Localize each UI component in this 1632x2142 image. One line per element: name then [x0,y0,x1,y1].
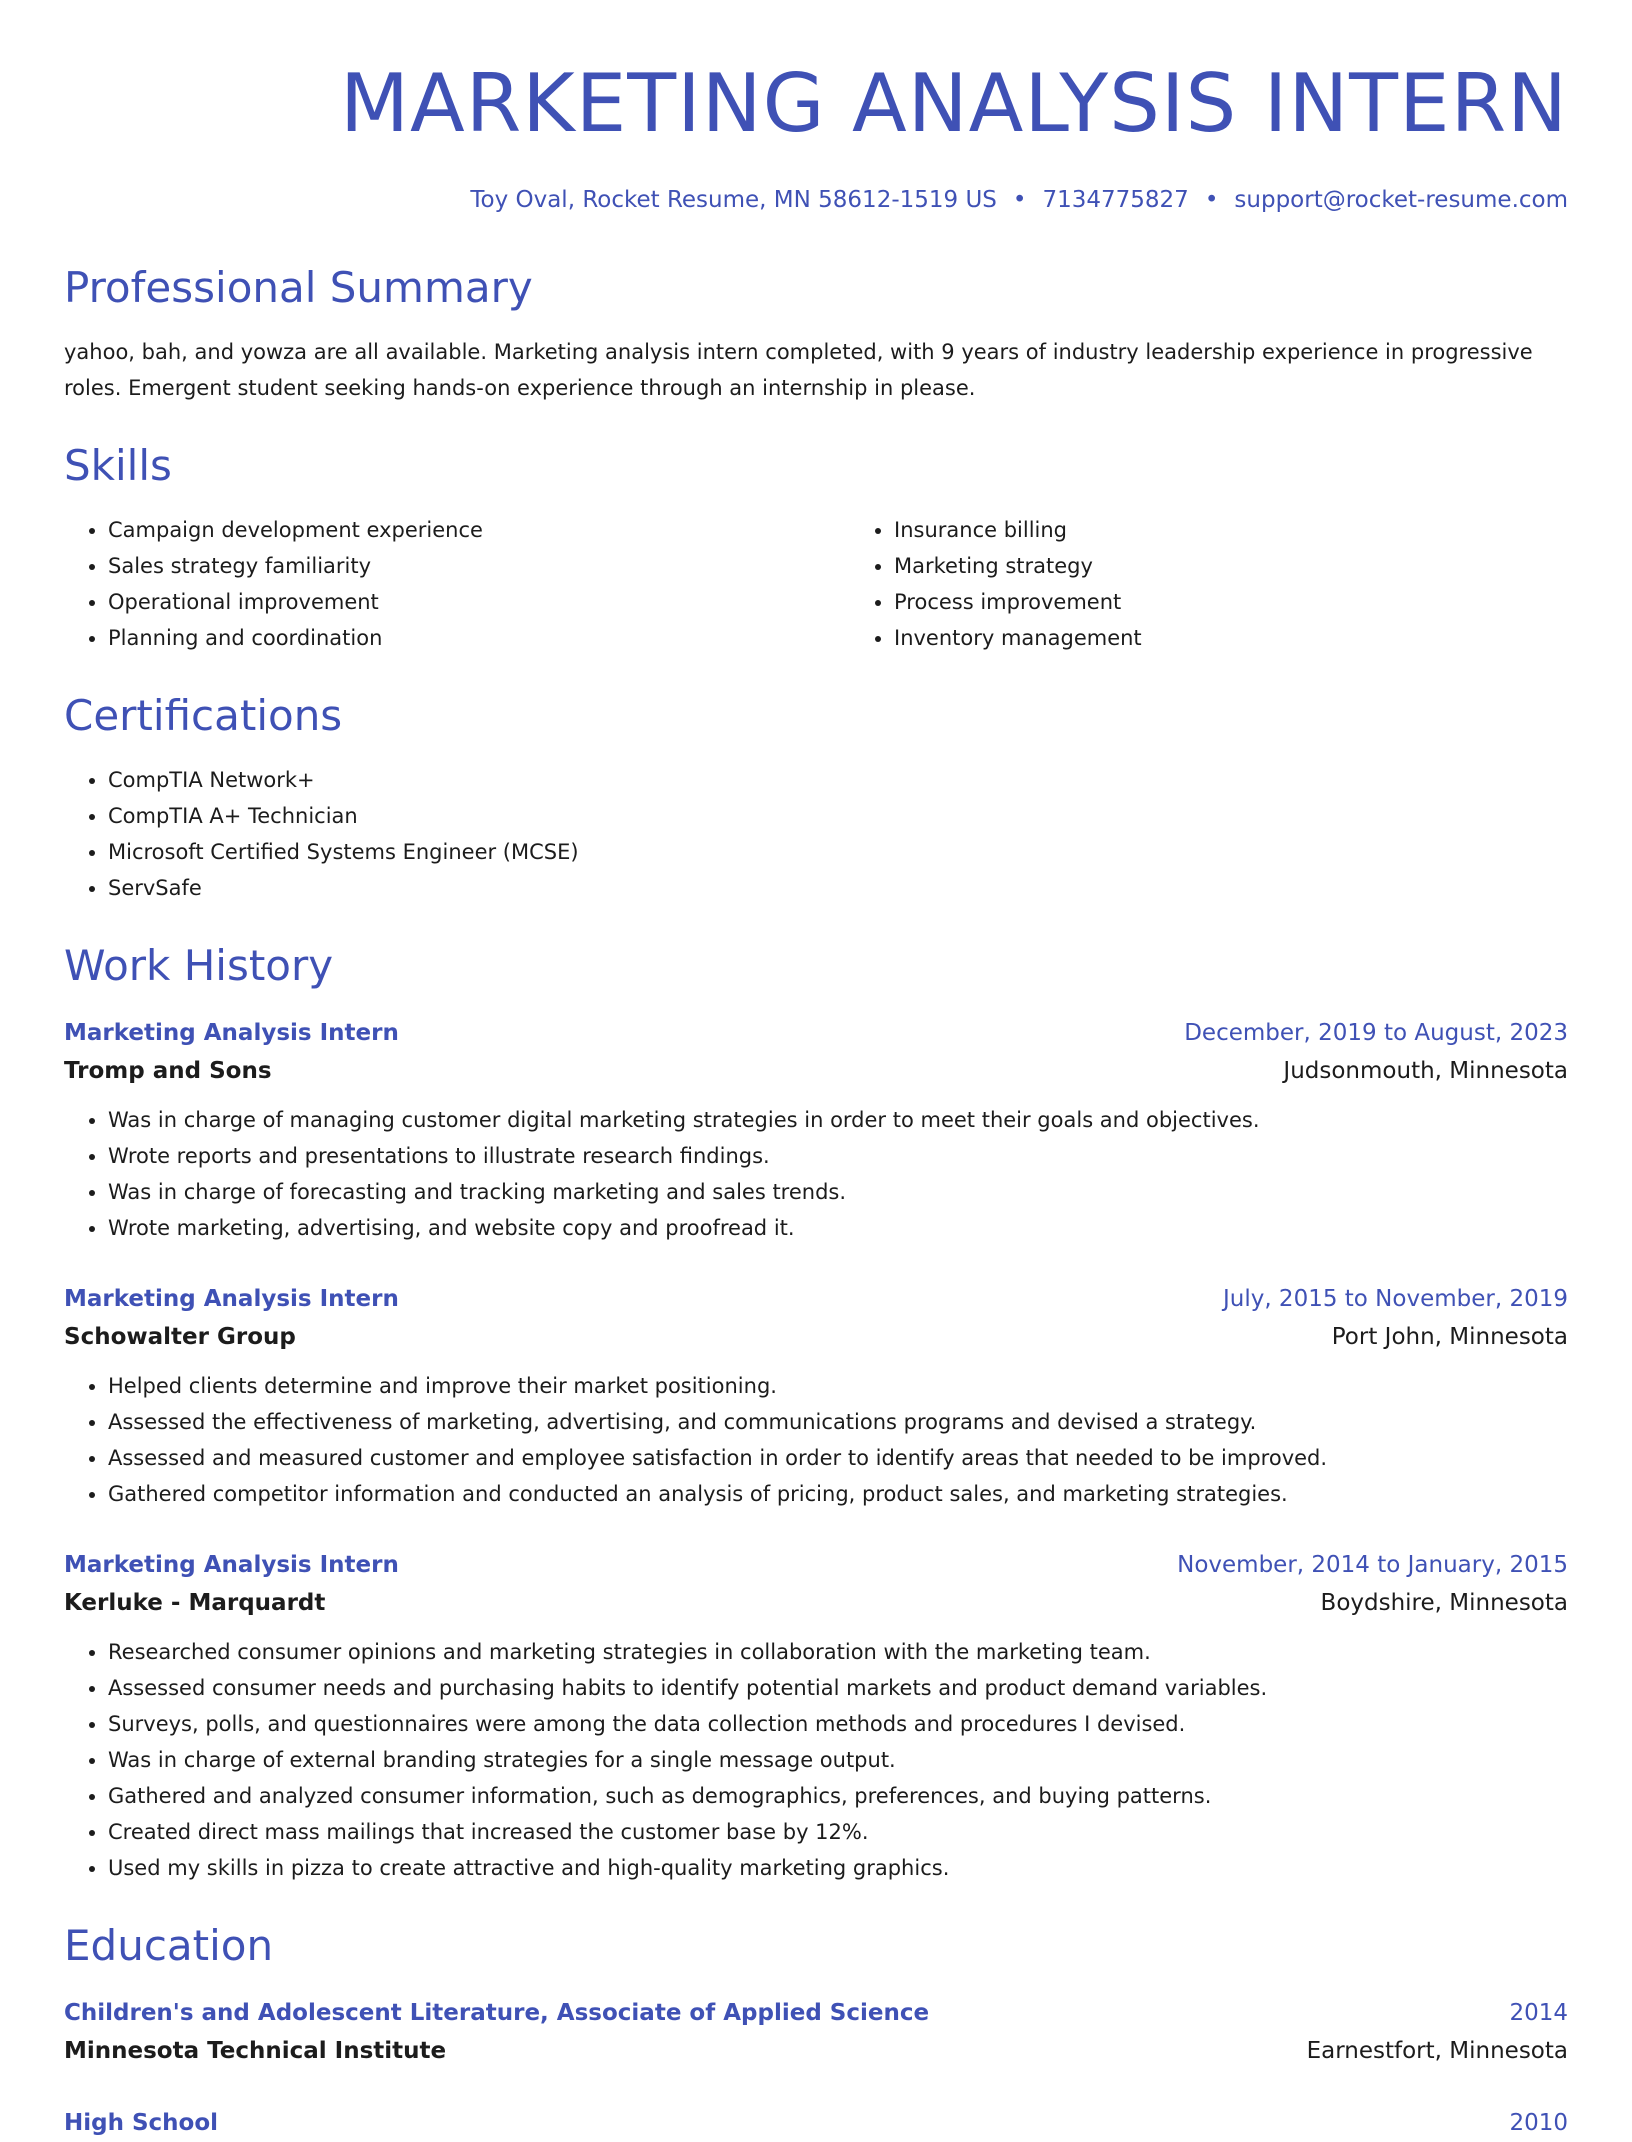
certifications-title: Certifications [64,691,343,740]
job-role: Marketing Analysis Intern [64,1552,399,1578]
education-year: 2010 [1509,2110,1568,2136]
certification-item: • CompTIA A+ Technician [108,798,1568,834]
skill-item: • Planning and coordination [108,620,850,656]
skill-item: • Inventory management [894,620,1632,656]
education-heading [64,2104,1568,2142]
job-company: Tromp and Sons [64,1058,272,1084]
contact-line [64,184,1568,216]
job-dates: November, 2014 to January, 2015 [1177,1552,1568,1578]
education-school: Minnesota Technical Institute [64,2038,447,2064]
job-bullet: • Helped clients determine and improve their market positioning. [108,1368,1568,1404]
education-degree: High School [64,2110,219,2136]
skills-columns [64,512,1568,656]
skill-item: • Campaign development experience [108,512,850,548]
resume-body [64,260,1568,2142]
job-bullet: • Gathered competitor information and conducted an analysis of pricing, product sales, and marketing strategies. [108,1476,1568,1512]
job-bullets [64,1368,1568,1512]
job-role: Marketing Analysis Intern [64,1020,399,1046]
skills-title: Skills [64,441,172,490]
skills-section [64,438,1568,656]
job-heading [64,1546,1568,1584]
job-bullet: • Gathered and analyzed consumer information, such as demographics, preferences, and buying patterns. [108,1778,1568,1814]
job-bullets [64,1634,1568,1886]
job-bullets [64,1102,1568,1246]
education-subheading [64,2032,1568,2070]
education-heading [64,1994,1568,2032]
job-location: Port John, Minnesota [1331,1324,1568,1350]
education-location: Earnestfort, Minnesota [1306,2038,1568,2064]
job-bullet: • Used my skills in pizza to create attractive and high-quality marketing graphics. [108,1850,1568,1886]
job-bullet: • Assessed and measured customer and employee satisfaction in order to identify areas that needed to be improved. [108,1440,1568,1476]
contact-separator: • [1012,187,1027,213]
contact-address: Toy Oval, Rocket Resume, MN 58612-1519 US [470,187,997,213]
job-heading [64,1014,1568,1052]
education-degree: Children's and Adolescent Literature, Associate of Applied Science [64,2000,930,2026]
job-company: Schowalter Group [64,1324,296,1350]
job-bullet: • Assessed consumer needs and purchasing habits to identify potential markets and product demand variables. [108,1670,1568,1706]
certifications-section [64,688,1568,906]
job-bullet: • Was in charge of external branding strategies for a single message output. [108,1742,1568,1778]
job-location: Judsonmouth, Minnesota [1283,1058,1568,1084]
job-role: Marketing Analysis Intern [64,1286,399,1312]
contact-email[interactable]: support@rocket-resume.com [1234,187,1568,213]
contact-separator: • [1204,187,1219,213]
education-year: 2014 [1509,2000,1568,2026]
summary-text: yahoo, bah, and yowza are all available. Marketing analysis intern completed, with 9 years of industry leadership experience in progressive roles. Emergent student seeking hands-on experience through an internship in please. [64,340,1533,400]
job-subheading [64,1584,1568,1622]
skills-list-right [850,512,1632,656]
work-history-section [64,938,1568,1886]
job-subheading [64,1318,1568,1356]
education-section [64,1918,1568,2142]
skill-item: • Marketing strategy [894,548,1632,584]
job-bullet: • Created direct mass mailings that increased the customer base by 12%. [108,1814,1568,1850]
job-dates: December, 2019 to August, 2023 [1184,1020,1568,1046]
skills-list-left [64,512,850,656]
job-entry [64,1546,1568,1886]
job-dates: July, 2015 to November, 2019 [1222,1286,1568,1312]
job-company: Kerluke - Marquardt [64,1590,326,1616]
job-bullet: • Researched consumer opinions and marketing strategies in collaboration with the marketing team. [108,1634,1568,1670]
job-bullet: • Was in charge of forecasting and tracking marketing and sales trends. [108,1174,1568,1210]
job-bullet: • Wrote reports and presentations to illustrate research findings. [108,1138,1568,1174]
certifications-list [64,762,1568,906]
education-entry [64,2104,1568,2142]
job-entry [64,1280,1568,1512]
job-location: Boydshire, Minnesota [1320,1590,1568,1616]
work-history-title: Work History [64,941,334,990]
candidate-name: MARKETING ANALYSIS INTERN [339,57,1568,150]
certification-item: • CompTIA Network+ [108,762,1568,798]
job-subheading [64,1052,1568,1090]
summary-section [64,260,1568,406]
skill-item: • Process improvement [894,584,1632,620]
skill-item: • Insurance billing [894,512,1632,548]
job-bullet: • Surveys, polls, and questionnaires were among the data collection methods and procedures I devised. [108,1706,1568,1742]
job-bullet: • Assessed the effectiveness of marketing, advertising, and communications programs and devised a strategy. [108,1404,1568,1440]
skill-item: • Operational improvement [108,584,850,620]
certification-item: • Microsoft Certified Systems Engineer (MCSE) [108,834,1568,870]
resume-header [64,52,1568,216]
job-bullet: • Wrote marketing, advertising, and website copy and proofread it. [108,1210,1568,1246]
job-bullet: • Was in charge of managing customer digital marketing strategies in order to meet their goals and objectives. [108,1102,1568,1138]
education-entry [64,1994,1568,2070]
skill-item: • Sales strategy familiarity [108,548,850,584]
education-title: Education [64,1921,274,1970]
job-entry [64,1014,1568,1246]
summary-title: Professional Summary [64,263,533,312]
job-heading [64,1280,1568,1318]
certification-item: • ServSafe [108,870,1568,906]
contact-phone: 7134775827 [1042,187,1189,213]
